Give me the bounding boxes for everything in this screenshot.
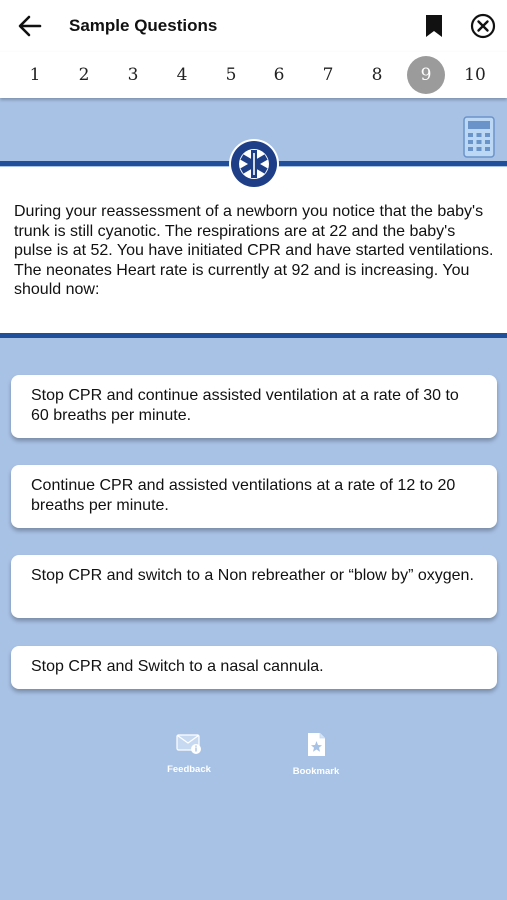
answer-option-2[interactable]: Continue CPR and assisted ventilations at a rate of 12 to 20 breaths per minute. bbox=[11, 465, 497, 528]
question-number-1[interactable]: 1 bbox=[29, 65, 41, 85]
answer-option-3[interactable]: Stop CPR and switch to a Non rebreather or “blow by” oxygen. bbox=[11, 555, 497, 618]
question-number-2[interactable]: 2 bbox=[78, 65, 90, 85]
answer-option-1[interactable]: Stop CPR and continue assisted ventilation at a rate of 30 to 60 breaths per minute. bbox=[11, 375, 497, 438]
arrow-left-icon bbox=[18, 15, 42, 37]
bookmark-star-icon bbox=[305, 732, 327, 758]
page-title: Sample Questions bbox=[69, 16, 218, 35]
question-panel bbox=[0, 167, 507, 333]
question-number-9-current[interactable]: 9 bbox=[407, 56, 445, 94]
question-number-5[interactable]: 5 bbox=[225, 65, 237, 85]
calculator-button[interactable] bbox=[463, 116, 495, 158]
question-number-8[interactable]: 8 bbox=[371, 65, 383, 85]
question-number-4[interactable]: 4 bbox=[176, 65, 188, 85]
calculator-icon bbox=[463, 116, 495, 158]
close-button[interactable] bbox=[467, 10, 499, 42]
question-number-10[interactable]: 10 bbox=[464, 65, 486, 85]
bookmark-button[interactable] bbox=[420, 11, 448, 41]
question-number-7[interactable]: 7 bbox=[322, 65, 334, 85]
bookmark-tool-button[interactable] bbox=[281, 732, 351, 777]
question-text: During your reassessment of a newborn you notice that the baby's trunk is still cyanotic. The respirations are at 22 and the baby's pulse is at 52. You have initiated CPR and have started ventilations. The neonates Heart rate is currently at 92 and is increasing. You should now: bbox=[14, 203, 494, 299]
question-number-nav bbox=[0, 52, 507, 98]
close-circle-icon bbox=[470, 13, 496, 39]
question-number-3[interactable]: 3 bbox=[127, 65, 139, 85]
bookmark-tool-label: Bookmark bbox=[292, 766, 340, 777]
back-button[interactable] bbox=[14, 11, 46, 41]
answer-option-4[interactable]: Stop CPR and Switch to a nasal cannula. bbox=[11, 646, 497, 689]
app-header bbox=[0, 0, 507, 52]
question-number-6[interactable]: 6 bbox=[273, 65, 285, 85]
mail-info-icon bbox=[175, 732, 203, 756]
star-of-life-logo bbox=[228, 138, 280, 190]
bookmark-icon bbox=[425, 14, 443, 38]
feedback-label: Feedback bbox=[167, 764, 211, 775]
bottom-divider-stripe bbox=[0, 333, 507, 338]
feedback-button[interactable] bbox=[154, 732, 224, 775]
